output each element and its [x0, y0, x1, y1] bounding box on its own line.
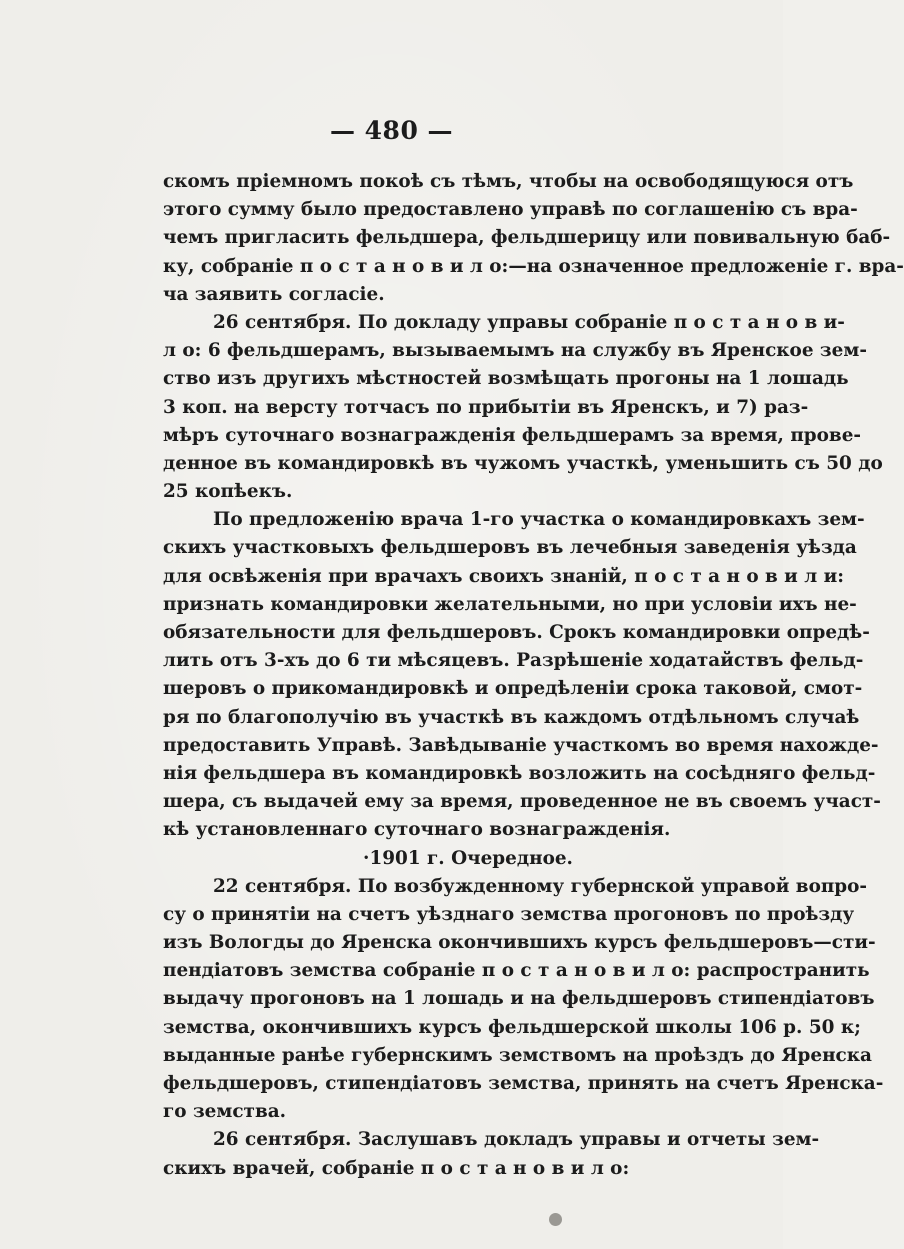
body-text — [163, 168, 904, 1183]
text-line: ство изъ другихъ мѣстностей возмѣщать прогоны на 1 лошадь — [163, 368, 849, 390]
text-line: обязательности для фельдшеровъ. Срокъ командировки опредѣ- — [163, 622, 870, 643]
text-line: выданные ранѣе губернскимъ земствомъ на проѣздъ до Яренска — [163, 1044, 872, 1066]
text-line: кѣ установленнаго суточнаго вознагражденія. — [163, 819, 671, 841]
text-line: скихъ врачей, собраніе п о с т а н о в и л о: — [163, 1157, 630, 1179]
text-line: этого сумму было предоставлено управѣ по соглашенію съ вра- — [163, 199, 858, 221]
text-line: чемъ пригласить фельдшера, фельдшерицу или повивальную баб- — [163, 227, 891, 249]
text-line: 3 коп. на версту тотчасъ по прибытіи въ Яренскъ, и 7) раз- — [163, 396, 809, 418]
text-line: лить отъ 3-хъ до 6 ти мѣсяцевъ. Разрѣшеніе ходатайствъ фельд- — [163, 650, 864, 672]
text-line: 26 сентября. По докладу управы собраніе п о с т а н о в и- — [213, 311, 845, 333]
text-line: предоставить Управѣ. Завѣдываніе участкомъ во время нахожде- — [163, 734, 879, 756]
text-line: ря по благополучію въ участкѣ въ каждомъ отдѣльномъ случаѣ — [163, 706, 860, 728]
text-line: 22 сентября. По возбужденному губернской управой вопро- — [213, 875, 868, 897]
text-line: скихъ участковыхъ фельдшеровъ въ лечебныя заведенія уѣзда — [163, 537, 857, 559]
ink-spot — [549, 1213, 562, 1226]
text-line: пендіатовъ земства собраніе п о с т а н о в и л о: распространить — [163, 960, 870, 982]
text-line: признать командировки желательными, но при условіи ихъ не- — [163, 593, 857, 615]
text-line: мѣръ суточнаго вознагражденія фельдшерамъ за время, прове- — [163, 424, 862, 446]
page-number: — 480 — — [329, 116, 454, 145]
text-line: денное въ командировкѣ въ чужомъ участкѣ, уменьшить съ 50 до — [163, 452, 883, 474]
text-line: ·1901 г. Очередное. — [363, 847, 573, 869]
text-line: скомъ пріемномъ покоѣ съ тѣмъ, чтобы на освободящуюся отъ — [163, 171, 854, 192]
text-line: су о принятіи на счетъ уѣзднаго земства прогоновъ по проѣзду — [163, 903, 855, 925]
text-line: для освѣженія при врачахъ своихъ знаній, п о с т а н о в и л и: — [163, 565, 845, 587]
text-line: фельдшеровъ, стипендіатовъ земства, принять на счетъ Яренска- — [163, 1073, 884, 1094]
text-line: нія фельдшера въ командировкѣ возложить на сосѣдняго фельд- — [163, 762, 876, 784]
text-line: го земства. — [163, 1101, 287, 1123]
text-line: шера, съ выдачей ему за время, проведенное не въ своемъ участ- — [163, 791, 881, 813]
text-line: л о: 6 фельдшерамъ, вызываемымъ на службу въ Яренское зем- — [163, 340, 867, 362]
text-line: 25 копѣекъ. — [163, 481, 293, 503]
text-line: выдачу прогоновъ на 1 лошадь и на фельдшеровъ стипендіатовъ — [163, 988, 875, 1010]
text-line: ча заявить согласіе. — [163, 283, 385, 305]
text-line: земства, окончившихъ курсъ фельдшерской школы 106 р. 50 к; — [163, 1016, 861, 1038]
text-line: По предложенію врача 1-го участка о командировкахъ зем- — [213, 509, 865, 531]
text-line: изъ Вологды до Яренска окончившихъ курсъ фельдшеровъ—сти- — [163, 932, 876, 954]
text-line: 26 сентября. Заслушавъ докладъ управы и отчеты зем- — [213, 1129, 820, 1151]
text-line: ку, собраніе п о с т а н о в и л о:—на означенное предложеніе г. вра- — [163, 255, 904, 277]
text-line: шеровъ о прикомандировкѣ и опредѣленіи срока таковой, смот- — [163, 678, 863, 700]
